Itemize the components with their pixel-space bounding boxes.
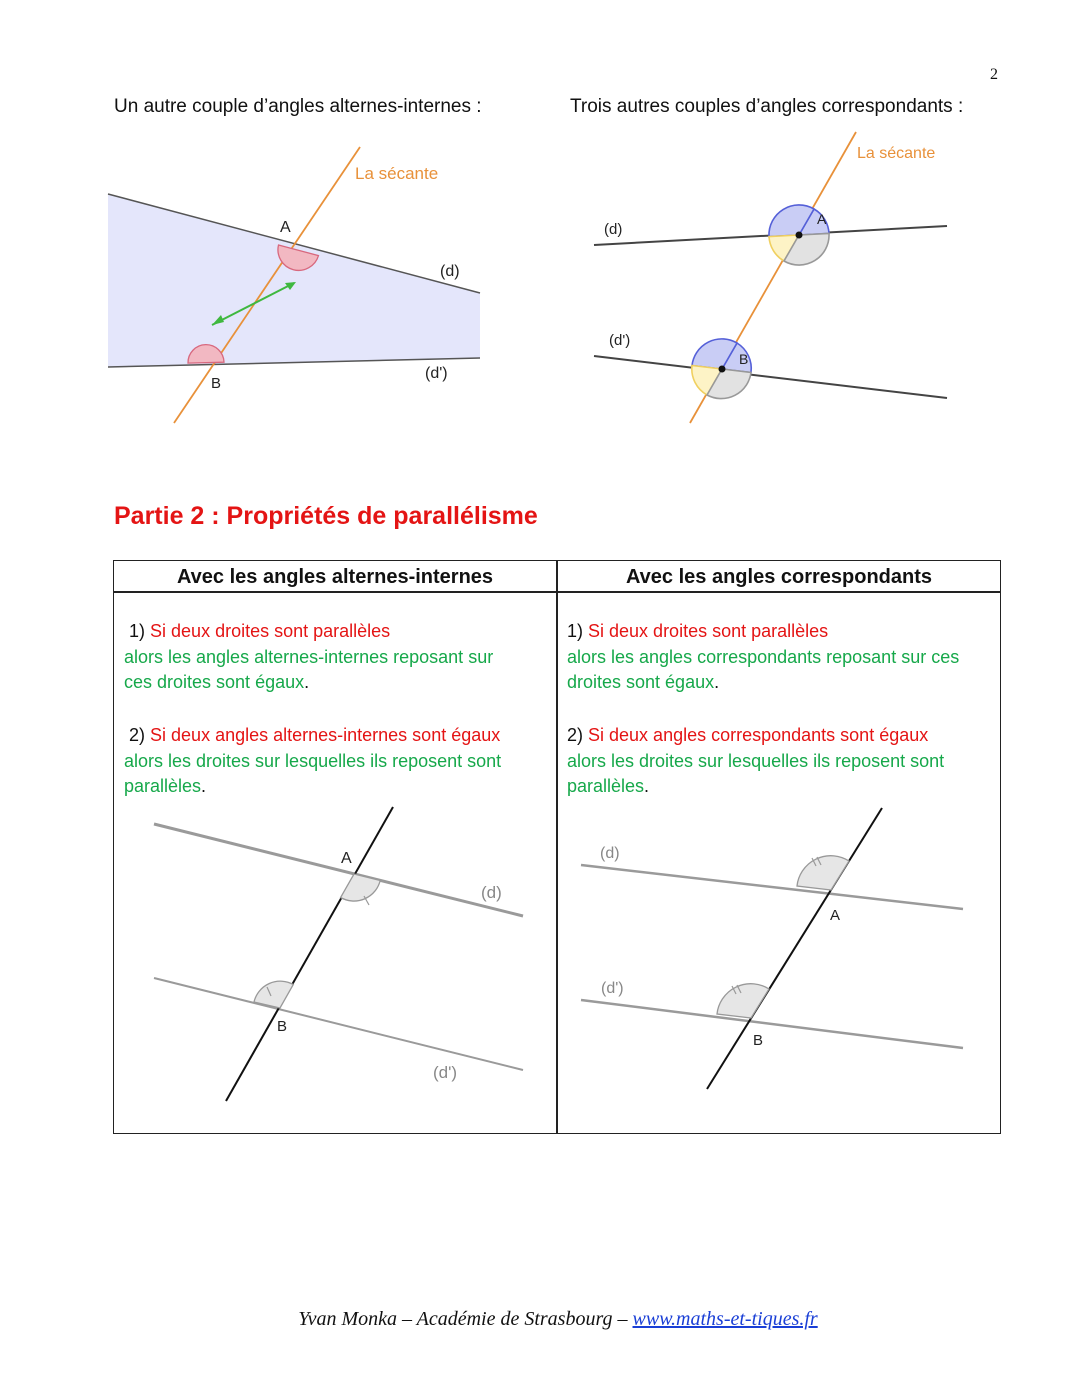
footer: [0, 1308, 1080, 1331]
secant-label-right: La sécante: [857, 145, 936, 162]
table-right-angle-b: [717, 984, 769, 1018]
footer-link[interactable]: www.maths-et-tiques.fr: [632, 1308, 818, 1330]
table-right-secant: [707, 808, 882, 1089]
col1-p1-condition: Si deux droites sont parallèles: [150, 621, 391, 641]
table-left-point-a: A: [341, 850, 352, 867]
col1-property-2: 2) Si deux angles alternes-internes sont égaux alors les droites sur lesquelles ils reposent sont parallèles.: [124, 723, 549, 800]
col1-p2-number: 2): [129, 725, 151, 745]
table-right-point-b: B: [753, 1032, 764, 1049]
col2-p1-condition: Si deux droites sont parallèles: [588, 621, 829, 641]
table-left-angle-b: [254, 981, 293, 1008]
figure-table-alternate-interior: [154, 807, 523, 1101]
col1-p2-condition: Si deux angles alternes-internes sont égaux: [150, 725, 501, 745]
header-corresponding: Avec les angles correspondants: [625, 566, 933, 588]
col1-p1-number: 1): [129, 621, 151, 641]
line-d-prime-label-right: (d'): [609, 332, 631, 349]
table-left-point-b: B: [277, 1018, 288, 1035]
section-title: Partie 2 : Propriétés de parallélisme: [114, 502, 538, 530]
header-alternate-interior: Avec les angles alternes-internes: [176, 566, 494, 588]
figure-table-corresponding: [581, 808, 963, 1089]
col2-p2-conclusion-line2: parallèles: [567, 776, 645, 796]
col2-p1-number: 1): [567, 621, 589, 641]
table-left-line-d-label: (d): [481, 883, 502, 902]
table-right-line-d: [581, 865, 963, 909]
table-left-line-d-prime-label: (d'): [433, 1063, 458, 1082]
caption-corresponding: Trois autres couples d’angles correspondants :: [570, 96, 964, 117]
footer-text: Yvan Monka – Académie de Strasbourg –: [298, 1308, 633, 1330]
line-d-label-right: (d): [604, 221, 623, 238]
point-b-label-right: B: [739, 351, 749, 367]
page-number: 2: [990, 66, 998, 83]
col2-p2-number: 2): [567, 725, 589, 745]
line-d-label: (d): [440, 263, 460, 280]
point-a-label-right: A: [817, 211, 827, 227]
caption-alternate-interior: Un autre couple d’angles alternes-internes :: [114, 96, 482, 117]
table-right-point-a: A: [830, 907, 841, 924]
col2-p2-conclusion-line1: alors les droites sur lesquelles ils reposent sont: [567, 750, 945, 771]
col2-p1-conclusion-line2: droites sont égaux: [567, 672, 715, 692]
table-left-line-d-prime: [154, 978, 523, 1070]
table-right-line-d-prime-label: (d'): [601, 980, 624, 997]
col1-p1-conclusion-line1: alors les angles alternes-internes reposant sur: [124, 646, 494, 667]
col2-p1-conclusion-line1: alors les angles correspondants reposant sur ces: [567, 646, 960, 667]
col1-property-1: 1) Si deux droites sont parallèles alors les angles alternes-internes reposant sur ces droites sont égaux.: [124, 619, 549, 696]
line-d-prime-label: (d'): [425, 365, 448, 382]
secant-label: La sécante: [355, 164, 439, 183]
point-a-label: A: [280, 219, 291, 236]
table-right-line-d-prime: [581, 1000, 963, 1048]
col1-p2-conclusion-line1: alors les droites sur lesquelles ils reposent sont: [124, 750, 502, 771]
point-b-label: B: [211, 375, 222, 392]
table-left-secant: [226, 807, 393, 1101]
col2-property-1: 1) Si deux droites sont parallèles alors les angles correspondants reposant sur ces droites sont égaux.: [567, 619, 992, 696]
col2-property-2: 2) Si deux angles correspondants sont égaux alors les droites sur lesquelles ils reposent sont parallèles.: [567, 723, 992, 800]
table-right-line-d-label: (d): [600, 845, 620, 862]
col1-p1-conclusion-line2: ces droites sont égaux: [124, 672, 305, 692]
table-right-angle-a: [797, 856, 849, 890]
col1-p2-conclusion-line2: parallèles: [124, 776, 202, 796]
col2-p2-condition: Si deux angles correspondants sont égaux: [588, 725, 929, 745]
